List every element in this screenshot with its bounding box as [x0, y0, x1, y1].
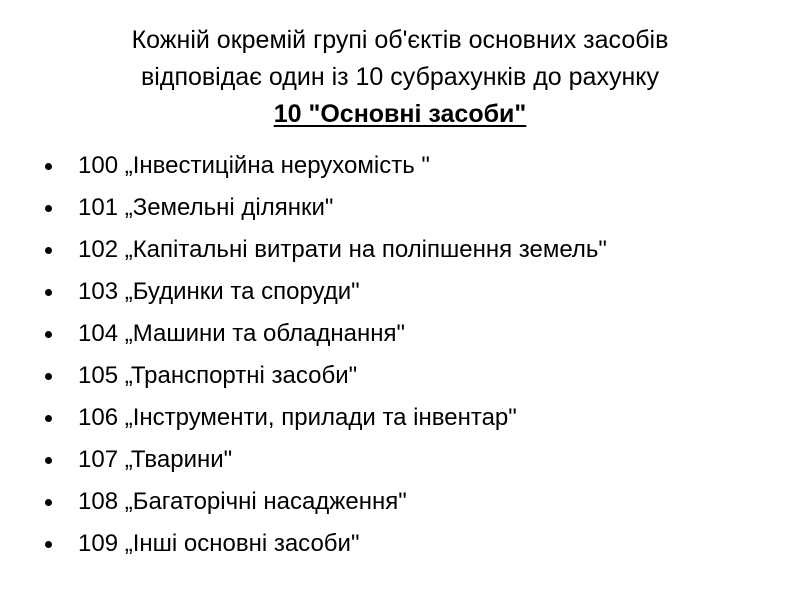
list-item-text: 100 „Інвестиційна нерухомість " — [78, 152, 430, 179]
list-item-text: 104 „Машини та обладнання" — [78, 320, 406, 347]
list-item-text: 103 „Будинки та споруди" — [78, 278, 360, 305]
list-item-text: 108 „Багаторічні насадження" — [78, 488, 407, 515]
title-line-1: Кожній окремій групі об'єктів основних засобів — [131, 26, 669, 54]
bullet-icon — [45, 205, 52, 212]
list-item-text: 109 „Інші основні засоби" — [78, 530, 360, 557]
list-item — [0, 441, 800, 483]
bullet-icon — [45, 331, 52, 338]
title-line-3-account: 10 "Основні засоби" — [273, 100, 527, 128]
list-item — [0, 399, 800, 441]
list-item — [0, 525, 800, 567]
list-item-text: 106 „Інструменти, прилади та інвентар" — [78, 404, 517, 431]
bullet-icon — [45, 499, 52, 506]
list-item — [0, 315, 800, 357]
list-item — [0, 357, 800, 399]
subaccount-list — [0, 147, 800, 567]
bullet-icon — [45, 247, 52, 254]
list-item — [0, 147, 800, 189]
list-item-text: 101 „Земельні ділянки" — [78, 194, 334, 221]
slide-title — [0, 22, 800, 133]
list-item — [0, 273, 800, 315]
bullet-icon — [45, 415, 52, 422]
list-item-text: 107 „Тварини" — [78, 446, 233, 473]
list-item-text: 102 „Капітальні витрати на поліпшення земель" — [78, 236, 607, 263]
list-item — [0, 483, 800, 525]
bullet-icon — [45, 163, 52, 170]
bullet-icon — [45, 289, 52, 296]
bullet-icon — [45, 373, 52, 380]
title-line-2: відповідає один із 10 субрахунків до рахунку — [141, 63, 659, 91]
list-item — [0, 231, 800, 273]
bullet-icon — [45, 541, 52, 548]
list-item-text: 105 „Транспортні засоби" — [78, 362, 358, 389]
bullet-icon — [45, 457, 52, 464]
list-item — [0, 189, 800, 231]
